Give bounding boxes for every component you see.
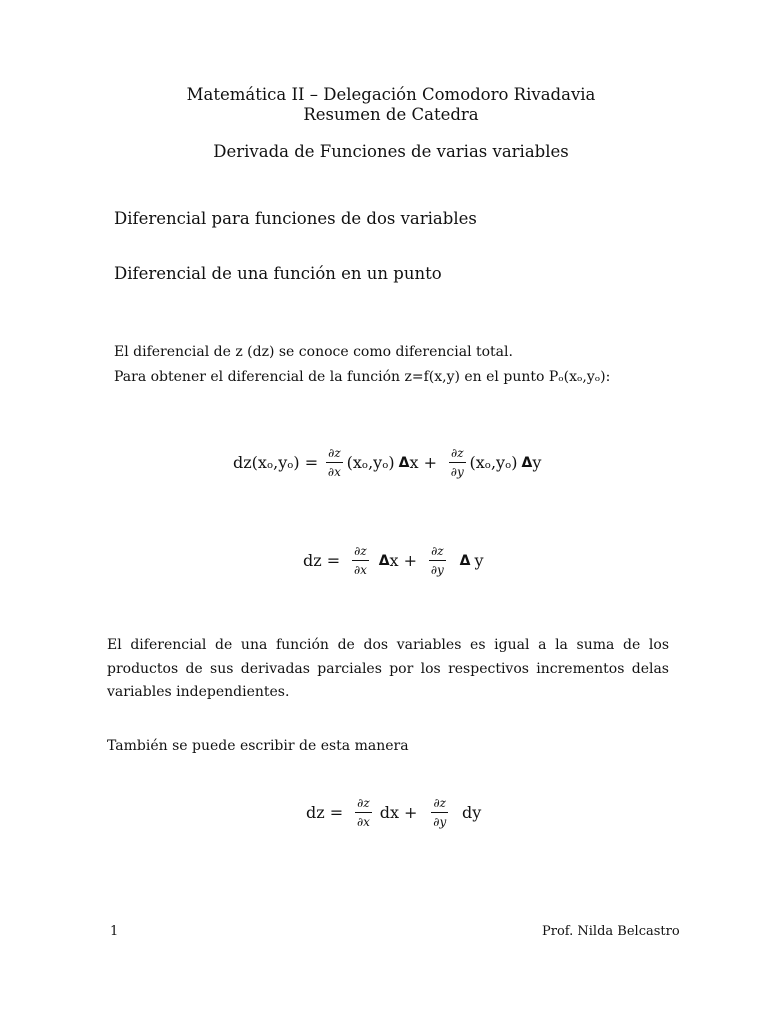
fraction-numerator: ∂z bbox=[429, 544, 446, 561]
also-text: También se puede escribir de esta manera bbox=[107, 738, 409, 754]
fraction-numerator: ∂z bbox=[355, 796, 372, 813]
fraction-denominator: ∂y bbox=[450, 465, 464, 479]
delta-symbol: Δ bbox=[521, 454, 533, 471]
partial-z-x-fraction bbox=[355, 796, 372, 829]
delta-symbol: Δ bbox=[398, 454, 410, 471]
header-line-3: Derivada de Funciones de varias variables bbox=[213, 142, 569, 161]
formula3-term-2: dy bbox=[462, 803, 482, 822]
intro-line-1: El diferencial de z (dz) se conoce como diferencial total. bbox=[114, 344, 513, 360]
fraction-numerator: ∂z bbox=[431, 796, 448, 813]
formula-total-differential bbox=[303, 544, 483, 577]
formula3-term-1: dx + bbox=[379, 803, 418, 822]
header-line-2: Resumen de Catedra bbox=[303, 105, 479, 124]
fraction-numerator: ∂z bbox=[352, 544, 369, 561]
fraction-denominator: ∂y bbox=[430, 563, 444, 577]
formula2-lhs: dz = bbox=[303, 551, 341, 570]
formula-total-differential-dx-dy bbox=[306, 796, 481, 829]
partial-z-y-fraction bbox=[449, 446, 466, 479]
partial-z-x-fraction bbox=[326, 446, 343, 479]
section-title-1: Diferencial para funciones de dos variables bbox=[114, 209, 477, 228]
fraction-denominator: ∂x bbox=[353, 563, 367, 577]
formula-total-differential-point bbox=[233, 446, 541, 479]
partial-z-y-fraction bbox=[429, 544, 446, 577]
formula1-var-1: x + bbox=[409, 453, 437, 472]
fraction-denominator: ∂x bbox=[327, 465, 341, 479]
delta-symbol: Δ bbox=[459, 552, 471, 569]
partial-z-x-fraction bbox=[352, 544, 369, 577]
formula2-var-2: y bbox=[474, 551, 484, 570]
header-line-1: Matemática II – Delegación Comodoro Rivadavia bbox=[186, 85, 596, 104]
formula1-point-1: (xₒ,yₒ) bbox=[346, 453, 395, 472]
formula1-point-2: (xₒ,yₒ) bbox=[469, 453, 518, 472]
fraction-denominator: ∂x bbox=[356, 815, 370, 829]
delta-symbol: Δ bbox=[378, 552, 390, 569]
formula1-var-2: y bbox=[532, 453, 542, 472]
intro-line-2: Para obtener el diferencial de la función z=f(x,y) en el punto Pₒ(xₒ,yₒ): bbox=[114, 369, 611, 385]
section-title-2: Diferencial de una función en un punto bbox=[114, 264, 442, 283]
fraction-numerator: ∂z bbox=[326, 446, 343, 463]
formula1-lhs: dz(xₒ,yₒ) = bbox=[233, 453, 319, 472]
formula3-lhs: dz = bbox=[306, 803, 344, 822]
fraction-denominator: ∂y bbox=[433, 815, 447, 829]
fraction-numerator: ∂z bbox=[449, 446, 466, 463]
page-number: 1 bbox=[110, 924, 119, 939]
formula2-var-1: x + bbox=[389, 551, 418, 570]
footer-author: Prof. Nilda Belcastro bbox=[542, 924, 680, 939]
partial-z-y-fraction bbox=[431, 796, 448, 829]
definition-paragraph: El diferencial de una función de dos variables es igual a la suma de los productos de sus derivadas parciales por los respectivos incrementos delas variables independientes. bbox=[107, 637, 669, 700]
